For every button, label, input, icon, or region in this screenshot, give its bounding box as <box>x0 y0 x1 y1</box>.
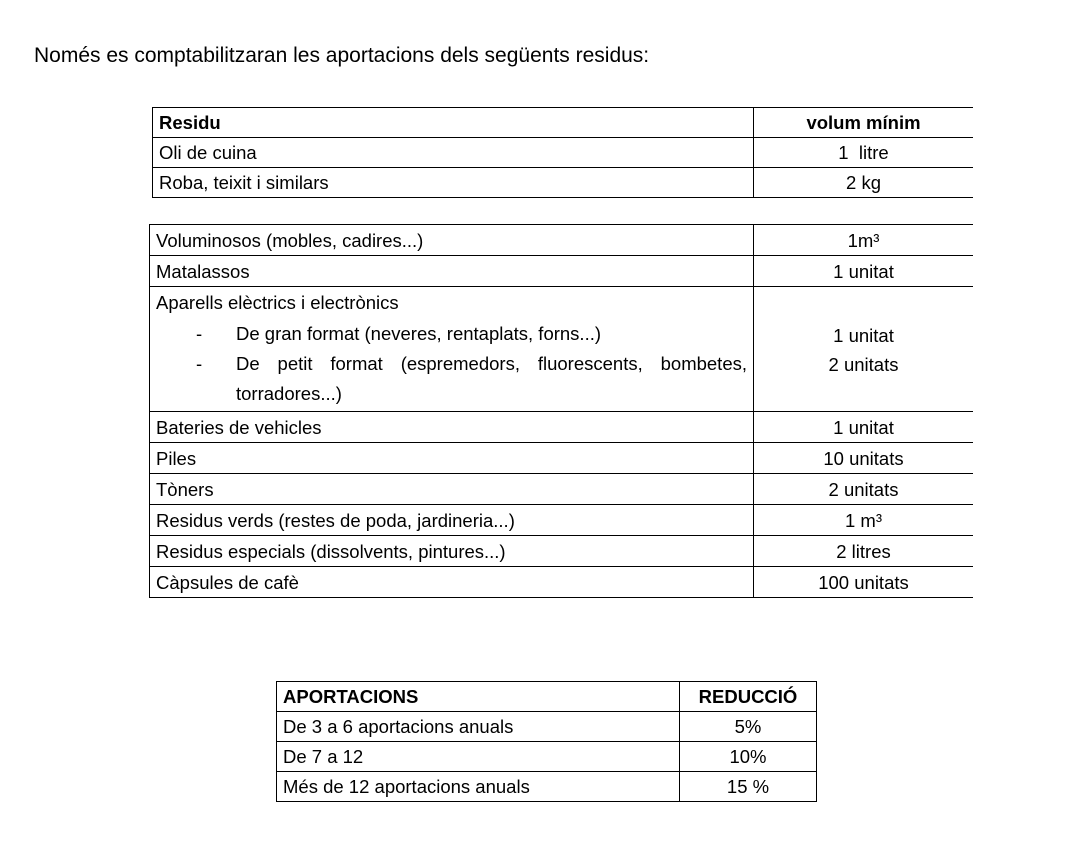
reduccio-cell: 5% <box>680 712 817 742</box>
header-volum-minim: volum mínim <box>754 108 974 138</box>
table-row <box>150 443 974 474</box>
table-row-aparells <box>150 287 974 412</box>
volum-value: 1 unitat <box>833 325 894 346</box>
volum-cell: 2 litres <box>754 536 974 567</box>
residu-cell: Tòners <box>150 474 754 505</box>
table-row <box>150 412 974 443</box>
residu-cell: Residus especials (dissolvents, pintures...) <box>150 536 754 567</box>
table-row <box>150 474 974 505</box>
list-item: - De petit format (espremedors, fluorescents, bombetes, torradores...) <box>156 349 747 409</box>
residu-cell: Residus verds (restes de poda, jardineria...) <box>150 505 754 536</box>
volum-value: 2 unitats <box>828 354 899 375</box>
aparells-title: Aparells elèctrics i electrònics <box>156 292 399 313</box>
table-row <box>150 567 974 598</box>
table-row <box>277 742 817 772</box>
header-aportacions: APORTACIONS <box>277 682 680 712</box>
reduccio-cell: 10% <box>680 742 817 772</box>
volum-cell: 1 unitat <box>754 256 974 287</box>
header-reduccio: REDUCCIÓ <box>680 682 817 712</box>
residus-extended-table <box>149 224 973 598</box>
table-row <box>153 168 974 198</box>
volum-cell: 1 unitat <box>754 412 974 443</box>
table-header-row <box>153 108 974 138</box>
table-row <box>277 772 817 802</box>
aparells-cell <box>150 287 754 412</box>
table-header-row <box>277 682 817 712</box>
aportacions-cell: De 7 a 12 <box>277 742 680 772</box>
volum-cell: 100 unitats <box>754 567 974 598</box>
residus-basic-table <box>152 107 973 198</box>
table-row <box>150 505 974 536</box>
table-row <box>150 225 974 256</box>
residu-cell: Voluminosos (mobles, cadires...) <box>150 225 754 256</box>
intro-text: Només es comptabilitzaran les aportacions dels següents residus: <box>34 44 650 67</box>
aparells-sublist <box>156 319 747 409</box>
reduccio-table <box>276 681 817 802</box>
volum-cell: 1 m³ <box>754 505 974 536</box>
residu-cell: Bateries de vehicles <box>150 412 754 443</box>
residu-cell: Oli de cuina <box>153 138 754 168</box>
volum-cell: 1 litre <box>754 138 974 168</box>
table-row <box>150 536 974 567</box>
volum-cell: 2 unitats <box>754 474 974 505</box>
aportacions-cell: Més de 12 aportacions anuals <box>277 772 680 802</box>
residu-cell: Roba, teixit i similars <box>153 168 754 198</box>
table-row <box>153 138 974 168</box>
volum-cell: 1m³ <box>754 225 974 256</box>
residu-cell: Càpsules de cafè <box>150 567 754 598</box>
residu-cell: Piles <box>150 443 754 474</box>
volum-cell: 2 kg <box>754 168 974 198</box>
residu-cell: Matalassos <box>150 256 754 287</box>
aparells-volum-cell <box>754 287 974 412</box>
reduccio-cell: 15 % <box>680 772 817 802</box>
list-item: - De gran format (neveres, rentaplats, forns...) <box>156 319 747 349</box>
aportacions-cell: De 3 a 6 aportacions anuals <box>277 712 680 742</box>
table-row <box>150 256 974 287</box>
header-residu: Residu <box>153 108 754 138</box>
volum-cell: 10 unitats <box>754 443 974 474</box>
table-row <box>277 712 817 742</box>
